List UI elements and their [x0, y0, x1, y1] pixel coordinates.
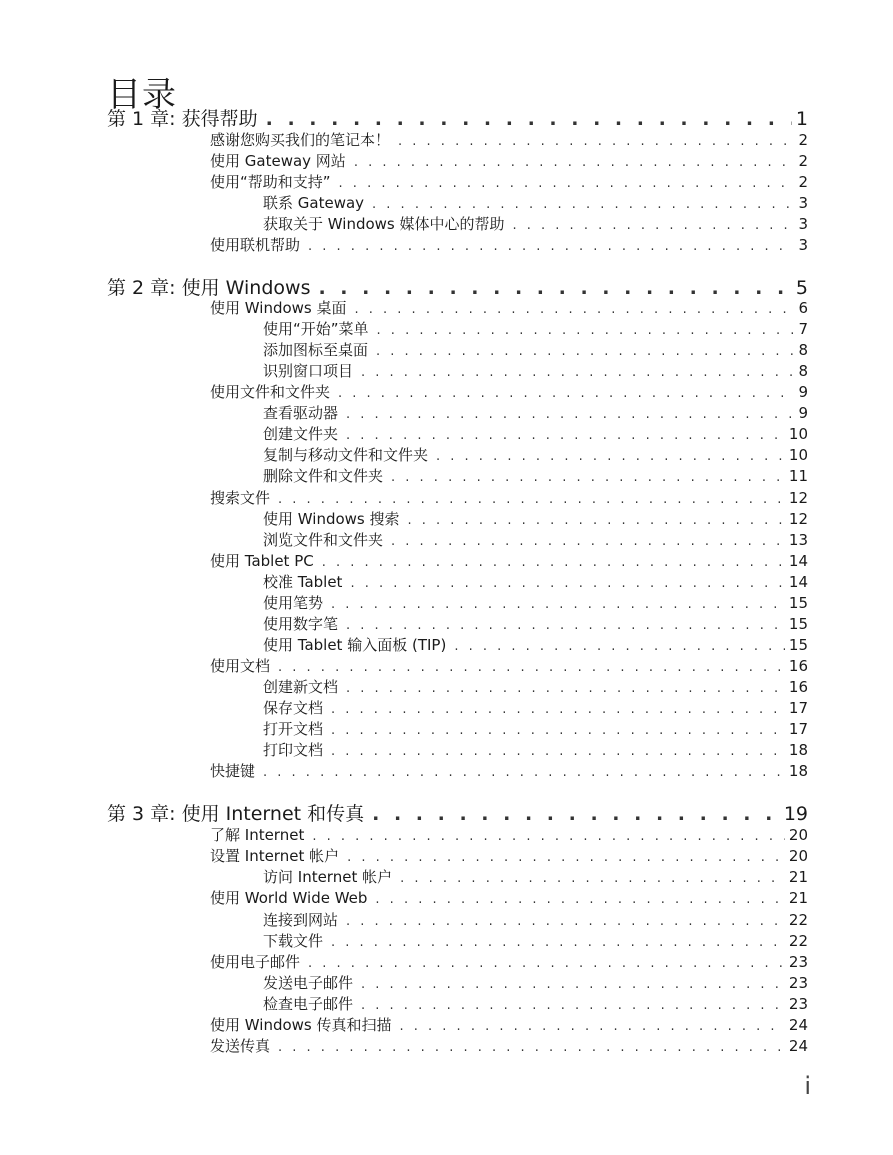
- toc-entry[interactable]: [210, 150, 808, 171]
- toc-entry-page: 5: [795, 277, 808, 299]
- toc-entry-page: 8: [798, 362, 808, 380]
- dot-leader: [361, 365, 794, 380]
- toc-entry-page: 17: [788, 699, 808, 717]
- toc-entry[interactable]: [263, 213, 808, 234]
- dot-leader: [361, 998, 785, 1013]
- toc-entry-title: 使用 Gateway 网站: [210, 152, 346, 170]
- toc-entry[interactable]: [263, 402, 808, 423]
- toc-entry-page: 13: [788, 531, 808, 549]
- toc-entry[interactable]: [210, 1014, 808, 1035]
- dot-leader: [354, 155, 795, 170]
- toc-entry-page: 8: [798, 341, 808, 359]
- toc-entry-page: 9: [798, 404, 808, 422]
- toc-entry-title: 打印文档: [263, 741, 324, 759]
- dot-leader: [347, 850, 785, 865]
- toc-entry[interactable]: [263, 444, 808, 465]
- toc-entry-title: 第 2 章: 使用 Windows: [107, 277, 311, 299]
- dot-leader: [400, 1019, 785, 1034]
- toc-entry-page: 15: [788, 636, 808, 654]
- dot-leader: [398, 134, 794, 149]
- toc-entry-page: 12: [788, 489, 808, 507]
- toc-entry-title: 联系 Gateway: [263, 194, 365, 212]
- toc-entry-title: 访问 Internet 帐户: [263, 868, 393, 886]
- dot-leader: [331, 723, 785, 738]
- dot-leader: [331, 935, 785, 950]
- toc-entry-title: 搜索文件: [210, 489, 271, 507]
- dot-leader: [322, 555, 785, 570]
- toc-entry-page: 7: [798, 320, 808, 338]
- toc-entry-title: 使用 Tablet 输入面板 (TIP): [263, 636, 447, 654]
- toc-entry-page: 18: [788, 762, 808, 780]
- toc-entry-page: 22: [788, 911, 808, 929]
- dot-leader: [308, 956, 785, 971]
- toc-entry-title: 复制与移动文件和文件夹: [263, 446, 429, 464]
- toc-entry-title: 下载文件: [263, 932, 324, 950]
- dot-leader: [339, 176, 795, 191]
- toc-entry[interactable]: [210, 550, 808, 571]
- toc-entry[interactable]: [210, 171, 808, 192]
- toc-entry-page: 22: [788, 932, 808, 950]
- toc-entry[interactable]: [210, 1035, 808, 1056]
- dot-leader: [308, 239, 794, 254]
- toc-entry-title: 查看驱动器: [263, 404, 339, 422]
- toc-entry[interactable]: [263, 192, 808, 213]
- page-title: 目录: [107, 74, 177, 115]
- toc-entry-title: 使用“开始”菜单: [263, 320, 369, 338]
- toc-entry[interactable]: [263, 930, 808, 951]
- toc-entry[interactable]: [210, 297, 808, 318]
- toc-entry-title: 浏览文件和文件夹: [263, 531, 384, 549]
- dot-leader: [513, 218, 795, 233]
- toc-chapter-entry[interactable]: [107, 273, 808, 299]
- dot-leader: [372, 197, 794, 212]
- toc-entry-page: 9: [798, 383, 808, 401]
- toc-entry[interactable]: [210, 887, 808, 908]
- toc-entry[interactable]: [263, 866, 808, 887]
- toc-entry-title: 感谢您购买我们的笔记本！: [210, 131, 391, 149]
- toc-entry-title: 获取关于 Windows 媒体中心的帮助: [263, 215, 505, 233]
- dot-leader: [278, 660, 785, 675]
- dot-leader: [408, 513, 785, 528]
- toc-entry-title: 使用笔势: [263, 594, 324, 612]
- toc-entry-title: 连接到网站: [263, 911, 339, 929]
- toc-entry-page: 21: [788, 868, 808, 886]
- toc-entry-page: 10: [788, 425, 808, 443]
- toc-entry-title: 校准 Tablet: [263, 573, 343, 591]
- toc-entry-page: 23: [788, 953, 808, 971]
- toc-entry-title: 检查电子邮件: [263, 995, 354, 1013]
- toc-entry-title: 使用 Windows 桌面: [210, 299, 347, 317]
- toc-entry[interactable]: [263, 592, 808, 613]
- dot-leader: [346, 407, 794, 422]
- toc-entry[interactable]: [263, 465, 808, 486]
- toc-entry-page: 24: [788, 1016, 808, 1034]
- toc-entry-page: 15: [788, 615, 808, 633]
- toc-entry-page: 14: [788, 552, 808, 570]
- dot-leader: [350, 576, 784, 591]
- toc-entry-title: 使用文件和文件夹: [210, 383, 331, 401]
- toc-entry-page: 3: [798, 194, 808, 212]
- toc-entry-title: 第 3 章: 使用 Internet 和传真: [107, 803, 365, 825]
- dot-leader: [331, 597, 785, 612]
- toc-entry-page: 6: [798, 299, 808, 317]
- dot-leader: [400, 871, 785, 886]
- toc-entry-page: 2: [798, 152, 808, 170]
- toc-entry[interactable]: [263, 634, 808, 655]
- toc-entry-page: 20: [788, 847, 808, 865]
- toc-entry[interactable]: [263, 739, 808, 760]
- dot-leader: [318, 277, 791, 299]
- toc-entry-page: 16: [788, 678, 808, 696]
- dot-leader: [375, 892, 784, 907]
- toc-entry-title: 添加图标至桌面: [263, 341, 369, 359]
- dot-leader: [266, 108, 792, 130]
- toc-entry[interactable]: [263, 508, 808, 529]
- toc-entry[interactable]: [263, 571, 808, 592]
- toc-entry[interactable]: [263, 993, 808, 1014]
- toc-entry-title: 使用联机帮助: [210, 236, 301, 254]
- toc-entry-title: 使用“帮助和支持”: [210, 173, 331, 191]
- dot-leader: [338, 386, 794, 401]
- toc-entry-title: 使用电子邮件: [210, 953, 301, 971]
- toc-entry-page: 18: [788, 741, 808, 759]
- toc-entry[interactable]: [210, 824, 808, 845]
- toc-entry-title: 设置 Internet 帐户: [210, 847, 340, 865]
- dot-leader: [436, 449, 785, 464]
- dot-leader: [263, 765, 785, 780]
- toc-entry[interactable]: [263, 318, 808, 339]
- toc-entry[interactable]: [210, 655, 808, 676]
- toc-entry-title: 创建新文档: [263, 678, 339, 696]
- toc-entry[interactable]: [263, 529, 808, 550]
- toc-entry-title: 使用 Tablet PC: [210, 552, 314, 570]
- toc-entry-page: 2: [798, 173, 808, 191]
- toc-entry-page: 23: [788, 995, 808, 1013]
- toc-entry-page: 11: [788, 467, 808, 485]
- toc-entry[interactable]: [210, 951, 808, 972]
- toc-entry[interactable]: [263, 972, 808, 993]
- dot-leader: [361, 977, 785, 992]
- toc-entry-title: 创建文件夹: [263, 425, 339, 443]
- toc-entry-title: 使用 World Wide Web: [210, 889, 368, 907]
- toc-entry-page: 1: [795, 108, 808, 130]
- toc-entry[interactable]: [210, 845, 808, 866]
- dot-leader: [391, 534, 785, 549]
- toc-entry-title: 使用 Windows 搜索: [263, 510, 400, 528]
- toc-entry-title: 使用 Windows 传真和扫描: [210, 1016, 392, 1034]
- toc-entry-title: 使用文档: [210, 657, 271, 675]
- toc-entry-page: 3: [798, 215, 808, 233]
- dot-leader: [376, 344, 794, 359]
- toc-entry[interactable]: [263, 423, 808, 444]
- toc-entry-title: 了解 Internet: [210, 826, 305, 844]
- dot-leader: [278, 1040, 785, 1055]
- toc-entry-page: 12: [788, 510, 808, 528]
- toc-entry-title: 发送传真: [210, 1037, 271, 1055]
- toc-entry-page: 2: [798, 131, 808, 149]
- toc-entry-page: 16: [788, 657, 808, 675]
- toc-chapter-entry[interactable]: [107, 104, 808, 130]
- toc-entry-page: 10: [788, 446, 808, 464]
- toc-entry[interactable]: [263, 909, 808, 930]
- dot-leader: [312, 829, 785, 844]
- dot-leader: [278, 492, 785, 507]
- toc-entry[interactable]: [263, 360, 808, 381]
- dot-leader: [355, 302, 795, 317]
- dot-leader: [346, 618, 785, 633]
- toc-chapter-entry[interactable]: [107, 799, 808, 825]
- toc-entry[interactable]: [210, 381, 808, 402]
- toc-entry-page: 14: [788, 573, 808, 591]
- toc-entry[interactable]: [263, 697, 808, 718]
- toc-entry-title: 识别窗口项目: [263, 362, 354, 380]
- toc-entry-page: 23: [788, 974, 808, 992]
- toc-entry-page: 20: [788, 826, 808, 844]
- dot-leader: [454, 639, 785, 654]
- dot-leader: [372, 803, 780, 825]
- toc-entry-title: 打开文档: [263, 720, 324, 738]
- toc-entry[interactable]: [210, 760, 808, 781]
- toc-entry-page: 17: [788, 720, 808, 738]
- toc-entry-title: 第 1 章: 获得帮助: [107, 108, 258, 130]
- toc-entry[interactable]: [210, 487, 808, 508]
- toc-entry-title: 使用数字笔: [263, 615, 339, 633]
- toc-entry-title: 保存文档: [263, 699, 324, 717]
- dot-leader: [377, 323, 795, 338]
- toc-entry[interactable]: [210, 234, 808, 255]
- toc-entry-page: 19: [783, 803, 808, 825]
- toc-entry-page: 24: [788, 1037, 808, 1055]
- dot-leader: [331, 744, 785, 759]
- dot-leader: [391, 470, 785, 485]
- dot-leader: [346, 681, 785, 696]
- toc-entry-title: 发送电子邮件: [263, 974, 354, 992]
- toc-entry-title: 删除文件和文件夹: [263, 467, 384, 485]
- toc-entry-page: 15: [788, 594, 808, 612]
- toc-entry[interactable]: [263, 339, 808, 360]
- dot-leader: [331, 702, 785, 717]
- toc-entry[interactable]: [263, 718, 808, 739]
- toc-entry[interactable]: [263, 613, 808, 634]
- toc-entry[interactable]: [210, 129, 808, 150]
- toc-entry-page: 3: [798, 236, 808, 254]
- toc-entry-page: 21: [788, 889, 808, 907]
- toc-entry-title: 快捷键: [210, 762, 256, 780]
- page-number: i: [804, 1072, 811, 1100]
- dot-leader: [346, 914, 785, 929]
- dot-leader: [346, 428, 785, 443]
- toc-entry[interactable]: [263, 676, 808, 697]
